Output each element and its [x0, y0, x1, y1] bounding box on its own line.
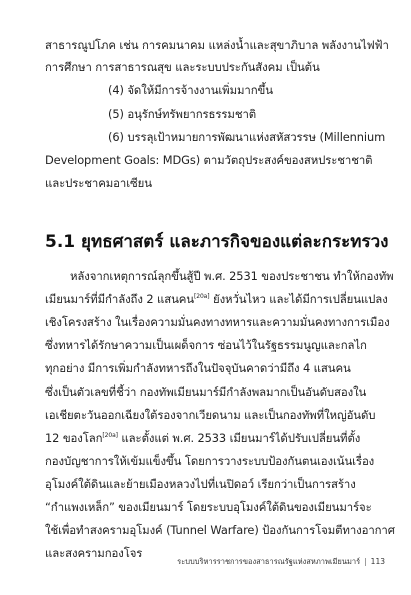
paragraph-line: หลังจากเหตุการณ์ลุกขึ้นสู้ปี พ.ศ. 2531 ของประชาชน ทำให้กองทัพ [70, 269, 394, 283]
running-title: ระบบบริหารราชการของสาธารณรัฐแห่งสหภาพเมียนมาร์ [177, 557, 361, 566]
paragraph-line: กองบัญชาการให้เข้มแข็งขึ้น โดยการวางระบบป้องกันตนเองเน้นเรื่อง [45, 454, 375, 468]
paragraph-text: 12 ของโลก [45, 431, 103, 445]
list-item-6-line-2: Development Goals: MDGs) ตามวัตถุประสงค์ของสหประชาชาติ [45, 153, 373, 167]
paragraph-line: อุโมงค์ใต้ดินและย้ายเมืองหลวงไปที่เนปิดอว์ เรียกว่าเป็นการสร้าง [45, 477, 356, 491]
intro-line-2: การศึกษา การสาธารณสุข และระบบประกันสังคม เป็นต้น [45, 60, 320, 74]
list-item-5: (5) อนุรักษ์ทรัพยากรธรรมชาติ [108, 107, 257, 121]
page-number: 113 [370, 557, 385, 566]
footer-separator: | [364, 557, 367, 566]
list-item-4: (4) จัดให้มีการจ้างงานเพิ่มมากขึ้น [108, 83, 273, 97]
paragraph-line: ใช้เพื่อทำสงครามอุโมงค์ (Tunnel Warfare) ป้องกันการโจมตีทางอากาศ [45, 523, 395, 537]
paragraph-line: “กำแพงเหล็ก” ของเมียนมาร์ โดยระบบอุโมงค์ใต้ดินของเมียนมาร์จะ [45, 500, 372, 514]
paragraph-line: เชิงโครงสร้าง ในเรื่องความมั่นคงทางทหารและความมั่นคงทางการเมือง [45, 315, 390, 329]
paragraph-line: เอเชียตะวันออกเฉียงใต้รองจากเวียดนาม และเป็นกองทัพที่ใหญ่อันดับ [45, 408, 376, 422]
paragraph-line: ซึ่งเป็นตัวเลขที่ชี้ว่า กองทัพเมียนมาร์มีกำลังพลมากเป็นอันดับสองใน [45, 385, 367, 399]
intro-line-1: สาธารณูปโภค เช่น การคมนาคม แหล่งน้ำและสุขาภิบาล พลังงานไฟฟ้า [45, 38, 389, 52]
paragraph-line: ทุกอย่าง มีการเพิ่มกำลังทหารถึงในปัจจุบันคาดว่ามีถึง 4 แสนคน [45, 361, 351, 375]
paragraph-text: ยังหวั่นไหว และได้มีการเปลี่ยนแปลง [209, 292, 388, 306]
paragraph-text: และตั้งแต่ พ.ศ. 2533 เมียนมาร์ได้ปรับเปลี่ยนที่ตั้ง [117, 431, 361, 445]
section-heading: 5.1 ยุทธศาสตร์ และภารกิจของแต่ละกระทรวง [45, 232, 389, 252]
list-item-6-line-3: และประชาคมอาเซียน [45, 176, 152, 190]
citation-marker: [20a] [193, 293, 210, 300]
paragraph-line [45, 292, 388, 306]
page-footer [175, 556, 385, 568]
paragraph-line: และสงครามกองโจร [45, 546, 143, 560]
paragraph-text: เมียนมาร์ที่มีกำลังถึง 2 แสนคน [45, 292, 194, 306]
list-item-6-line-1: (6) บรรลุเป้าหมายการพัฒนาแห่งสหัสวรรษ (Millennium [108, 130, 386, 144]
paragraph-line: ซึ่งทหารได้รักษาความเป็นเผด็จการ ซ่อนไว้ในรัฐธรรมนูญและกลไก [45, 338, 367, 352]
citation-marker: [20a] [102, 432, 118, 439]
paragraph-line [45, 431, 367, 445]
